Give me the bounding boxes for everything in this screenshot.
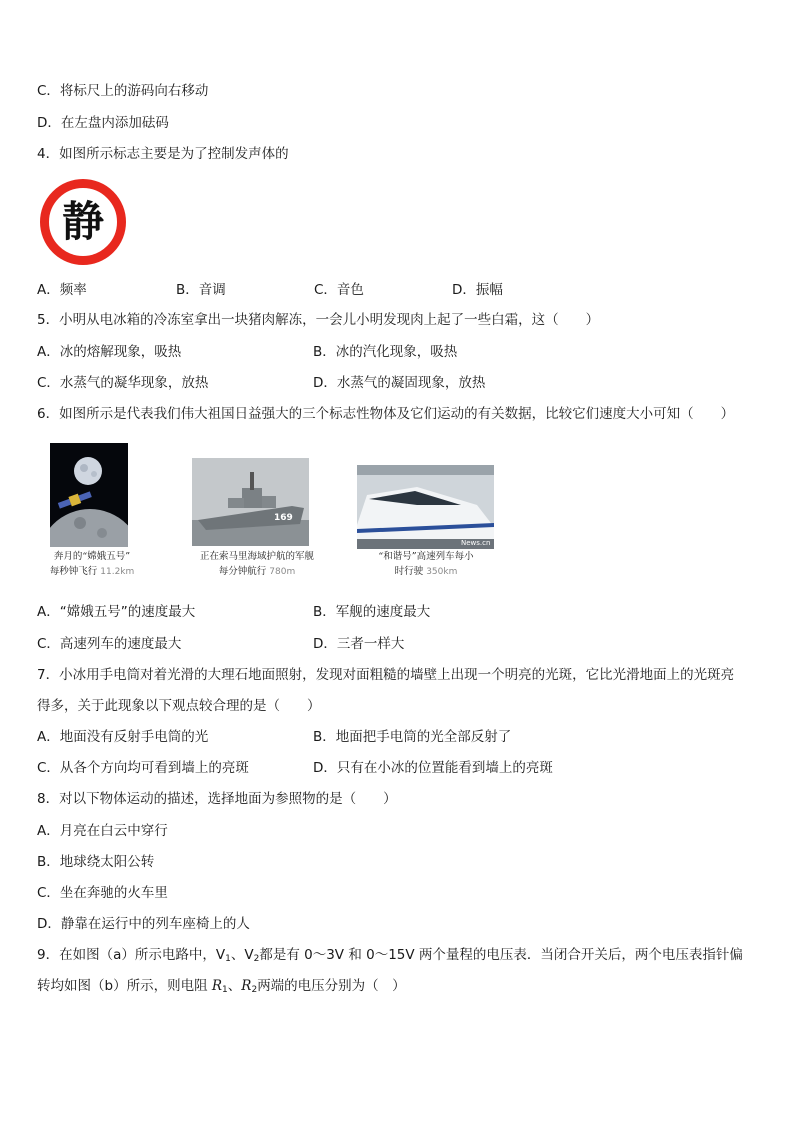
q9-stem-line1 xyxy=(37,946,743,968)
warship-illustration xyxy=(192,458,309,546)
train-photo xyxy=(357,465,494,549)
warship-photo xyxy=(192,458,309,546)
q4-option-c: C．音色 xyxy=(314,282,364,298)
q5-option-d: D．水蒸气的凝固现象，放热 xyxy=(313,375,486,391)
change5-caption xyxy=(40,549,144,580)
warship-caption xyxy=(182,549,332,580)
q3-option-c: C．将标尺上的游码向右移动 xyxy=(37,83,209,99)
q5-stem: 5．小明从电冰箱的冷冻室拿出一块猪肉解冻，一会儿小明发现肉上起了一些白霜，这（ ） xyxy=(37,312,600,328)
q9-text-4: 转均如图（b）所示，则电阻 xyxy=(37,978,212,994)
q7-option-c: C．从各个方向均可看到墙上的亮斑 xyxy=(37,760,249,776)
q4-option-b: B．音调 xyxy=(176,282,226,298)
change5-speed: 11.2km xyxy=(100,567,135,577)
q9-r1-sub: 1 xyxy=(222,985,228,995)
warship-caption-line2: 每分钟航行 xyxy=(218,566,267,577)
change5-caption-line2: 每秒钟飞行 xyxy=(49,566,98,577)
train-caption-line1: “和谐号”高速列车每小 xyxy=(378,551,474,562)
q6-stem: 6．如图所示是代表我们伟大祖国日益强大的三个标志性物体及它们运动的有关数据，比较它们速度大小可知（ ） xyxy=(37,406,735,422)
q9-stem-line2 xyxy=(37,977,406,999)
train-caption-line2: 时行驶 xyxy=(394,566,424,577)
quiet-sign xyxy=(40,179,126,265)
q6-option-a: A．“嫦娥五号”的速度最大 xyxy=(37,604,196,620)
hull-number: 169 xyxy=(274,513,293,523)
train-caption xyxy=(355,549,497,580)
q9-text-3: 都是有 0～3V 和 0～15V 两个量程的电压表．当闭合开关后，两个电压表指针偏 xyxy=(259,947,743,963)
q7-option-d: D．只有在小冰的位置能看到墙上的亮斑 xyxy=(313,760,553,776)
q4-option-d: D．振幅 xyxy=(452,282,503,298)
warship-speed: 780m xyxy=(269,567,296,577)
q7-option-a: A．地面没有反射手电筒的光 xyxy=(37,729,209,745)
q5-option-a: A．冰的熔解现象，吸热 xyxy=(37,344,182,360)
q9-text-2: 、V xyxy=(230,947,254,963)
change5-photo xyxy=(50,443,128,547)
q8-option-c: C．坐在奔驰的火车里 xyxy=(37,885,168,901)
change5-caption-line1: 奔月的“嫦娥五号” xyxy=(53,551,131,562)
train-speed: 350km xyxy=(426,567,458,577)
train-illustration xyxy=(357,465,494,549)
q3-option-d: D．在左盘内添加砝码 xyxy=(37,115,169,131)
q7-stem-line2: 得多，关于此现象以下观点较合理的是（ ） xyxy=(37,698,321,714)
q7-stem-line1: 7．小冰用手电筒对着光滑的大理石地面照射，发现对面粗糙的墙壁上出现一个明亮的光斑，它比光滑地面上的光斑亮 xyxy=(37,667,735,683)
q8-option-b: B．地球绕太阳公转 xyxy=(37,854,155,870)
q4-option-a: A．频率 xyxy=(37,282,87,298)
q6-option-d: D．三者一样大 xyxy=(313,636,405,652)
quiet-sign-char: 静 xyxy=(61,197,104,246)
q9-r1: R xyxy=(211,978,223,994)
q8-option-a: A．月亮在白云中穿行 xyxy=(37,823,168,839)
q8-option-d: D．静靠在运行中的列车座椅上的人 xyxy=(37,916,250,932)
q5-option-c: C．水蒸气的凝华现象，放热 xyxy=(37,375,209,391)
q5-option-b: B．冰的汽化现象，吸热 xyxy=(313,344,458,360)
q6-option-c: C．高速列车的速度最大 xyxy=(37,636,182,652)
q9-text-5: 两端的电压分别为（ ） xyxy=(257,978,406,994)
change5-illustration xyxy=(50,443,128,547)
q7-option-b: B．地面把手电筒的光全部反射了 xyxy=(313,729,512,745)
q4-stem: 4．如图所示标志主要是为了控制发声体的 xyxy=(37,146,289,162)
q9-sub-2: 2 xyxy=(253,954,260,964)
q9-r2-sub: 2 xyxy=(251,985,258,995)
q9-sub-1: 1 xyxy=(225,954,231,964)
q6-option-b: B．军舰的速度最大 xyxy=(313,604,431,620)
q9-sep: 、 xyxy=(227,978,242,994)
q9-text-1: 9．在如图（a）所示电路中，V xyxy=(37,947,226,963)
q9-r2: R xyxy=(241,978,252,994)
warship-caption-line1: 正在索马里海域护航的军舰 xyxy=(199,551,314,562)
news-watermark: News.cn xyxy=(461,539,491,547)
q8-stem: 8．对以下物体运动的描述，选择地面为参照物的是（ ） xyxy=(37,791,397,807)
